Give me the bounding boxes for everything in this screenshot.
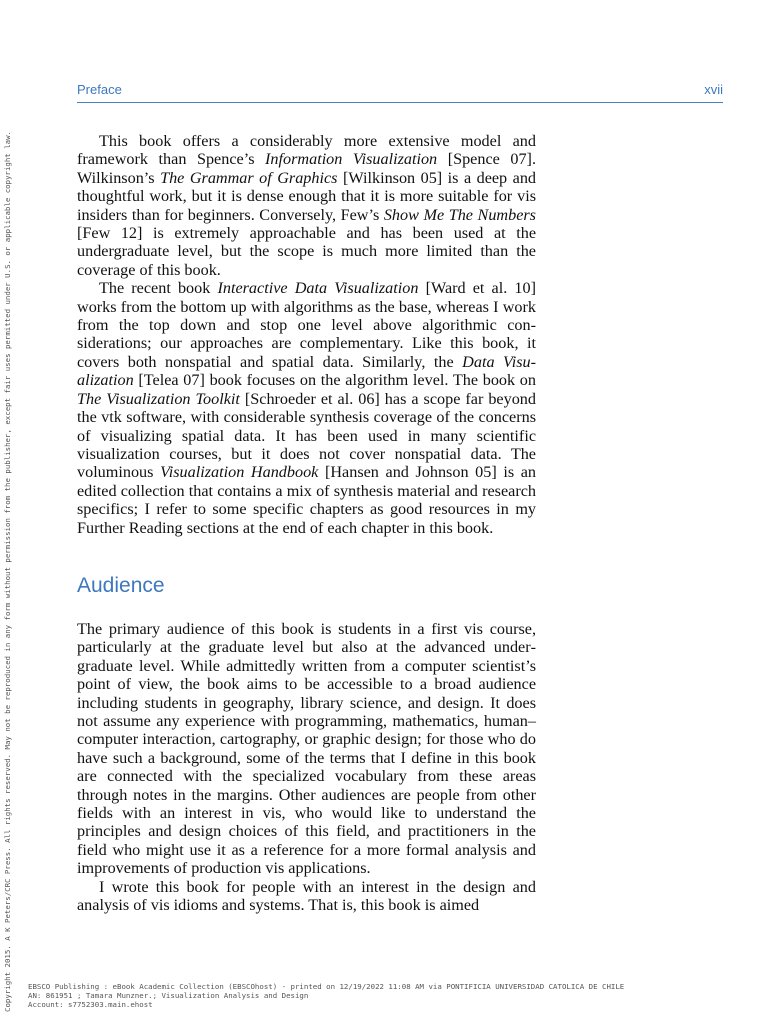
footer-line-1: EBSCO Publishing : eBook Academic Collection (EBSCOhost) - printed on 12/19/2022 11:08 AM via PONTIFICIA UNIVERSIDAD CATOLICA DE CHILE [28, 982, 625, 991]
page-number: xvii [704, 82, 723, 97]
footer-line-3: Account: s7752303.main.ehost [28, 1000, 153, 1009]
footer [28, 982, 748, 1009]
copyright-notice: Copyright 2015. A K Peters/CRC Press. All rights reserved. May not be reproduced in any form without permission from the publisher, except fair uses permitted under U.S. or applicable copyright law. [3, 130, 12, 1012]
running-head-section: Preface [77, 82, 122, 97]
paragraph-3: The primary audience of this book is students in a first vis course, particularly at the graduate level but also at the advanced undergraduate level. While admittedly written from a computer scientist’s point of view, the book aims to be accessible to a broad audience including students in geography, library science, and design. It does not assume any experience with programming, mathematics, human–computer interaction, cartography, or graphic design; for those who do have such a background, some of the terms that I define in this book are connected with the specialized vocabulary from these areas through notes in the margins. Other audiences are people from other fields with an interest in vis, who would like to understand the principles and design choices of this field, and practitioners in the field who might use it as a reference for a more formal analysis and improvements of production vis applications. [77, 620, 536, 878]
paragraph-2: The recent book Interactive Data Visualization [Ward et al. 10] works from the bottom up with algorithms as the base, whereas I work from the top down and stop one level above algorithmic considerations; our approaches are complementary. Like this book, it covers both nonspatial and spatial data. Similarly, the Data Visualization [Telea 07] book focuses on the algorithm level. The book on The Visualization Toolkit [Schroeder et al. 06] has a scope far beyond the vtk software, with considerable synthesis coverage of the concerns of visualizing spatial data. It has been used in many scientific visualization courses, but it does not cover nonspatial data. The voluminous Visualization Handbook [Hansen and Johnson 05] is an edited collection that contains a mix of synthesis material and research specifics; I refer to some specific chapters as good resources in my Further Reading sections at the end of each chapter in this book. [77, 279, 537, 537]
section-heading: Audience [77, 574, 165, 597]
paragraph-1: This book offers a considerably more extensive model and framework than Spence’s Information Visualization [Spence 07]. Wilkinson’s The Grammar of Graphics [Wilkinson 05] is a deep and thoughtful work, but it is dense enough that it is more suitable for vis insiders than for beginners. Conversely, Few’s Show Me The Numbers [Few 12] is extremely approachable and has been used at the undergraduate level, but the scope is much more limited than the coverage of this book. [77, 132, 537, 279]
body-text-top [77, 132, 536, 537]
footer-line-2: AN: 861951 ; Tamara Munzner.; Visualization Analysis and Design [28, 991, 309, 1000]
running-head [77, 82, 723, 103]
body-text-audience [77, 620, 536, 915]
paragraph-4: I wrote this book for people with an interest in the design and analysis of vis idioms and systems. That is, this book is aimed [77, 877, 536, 915]
